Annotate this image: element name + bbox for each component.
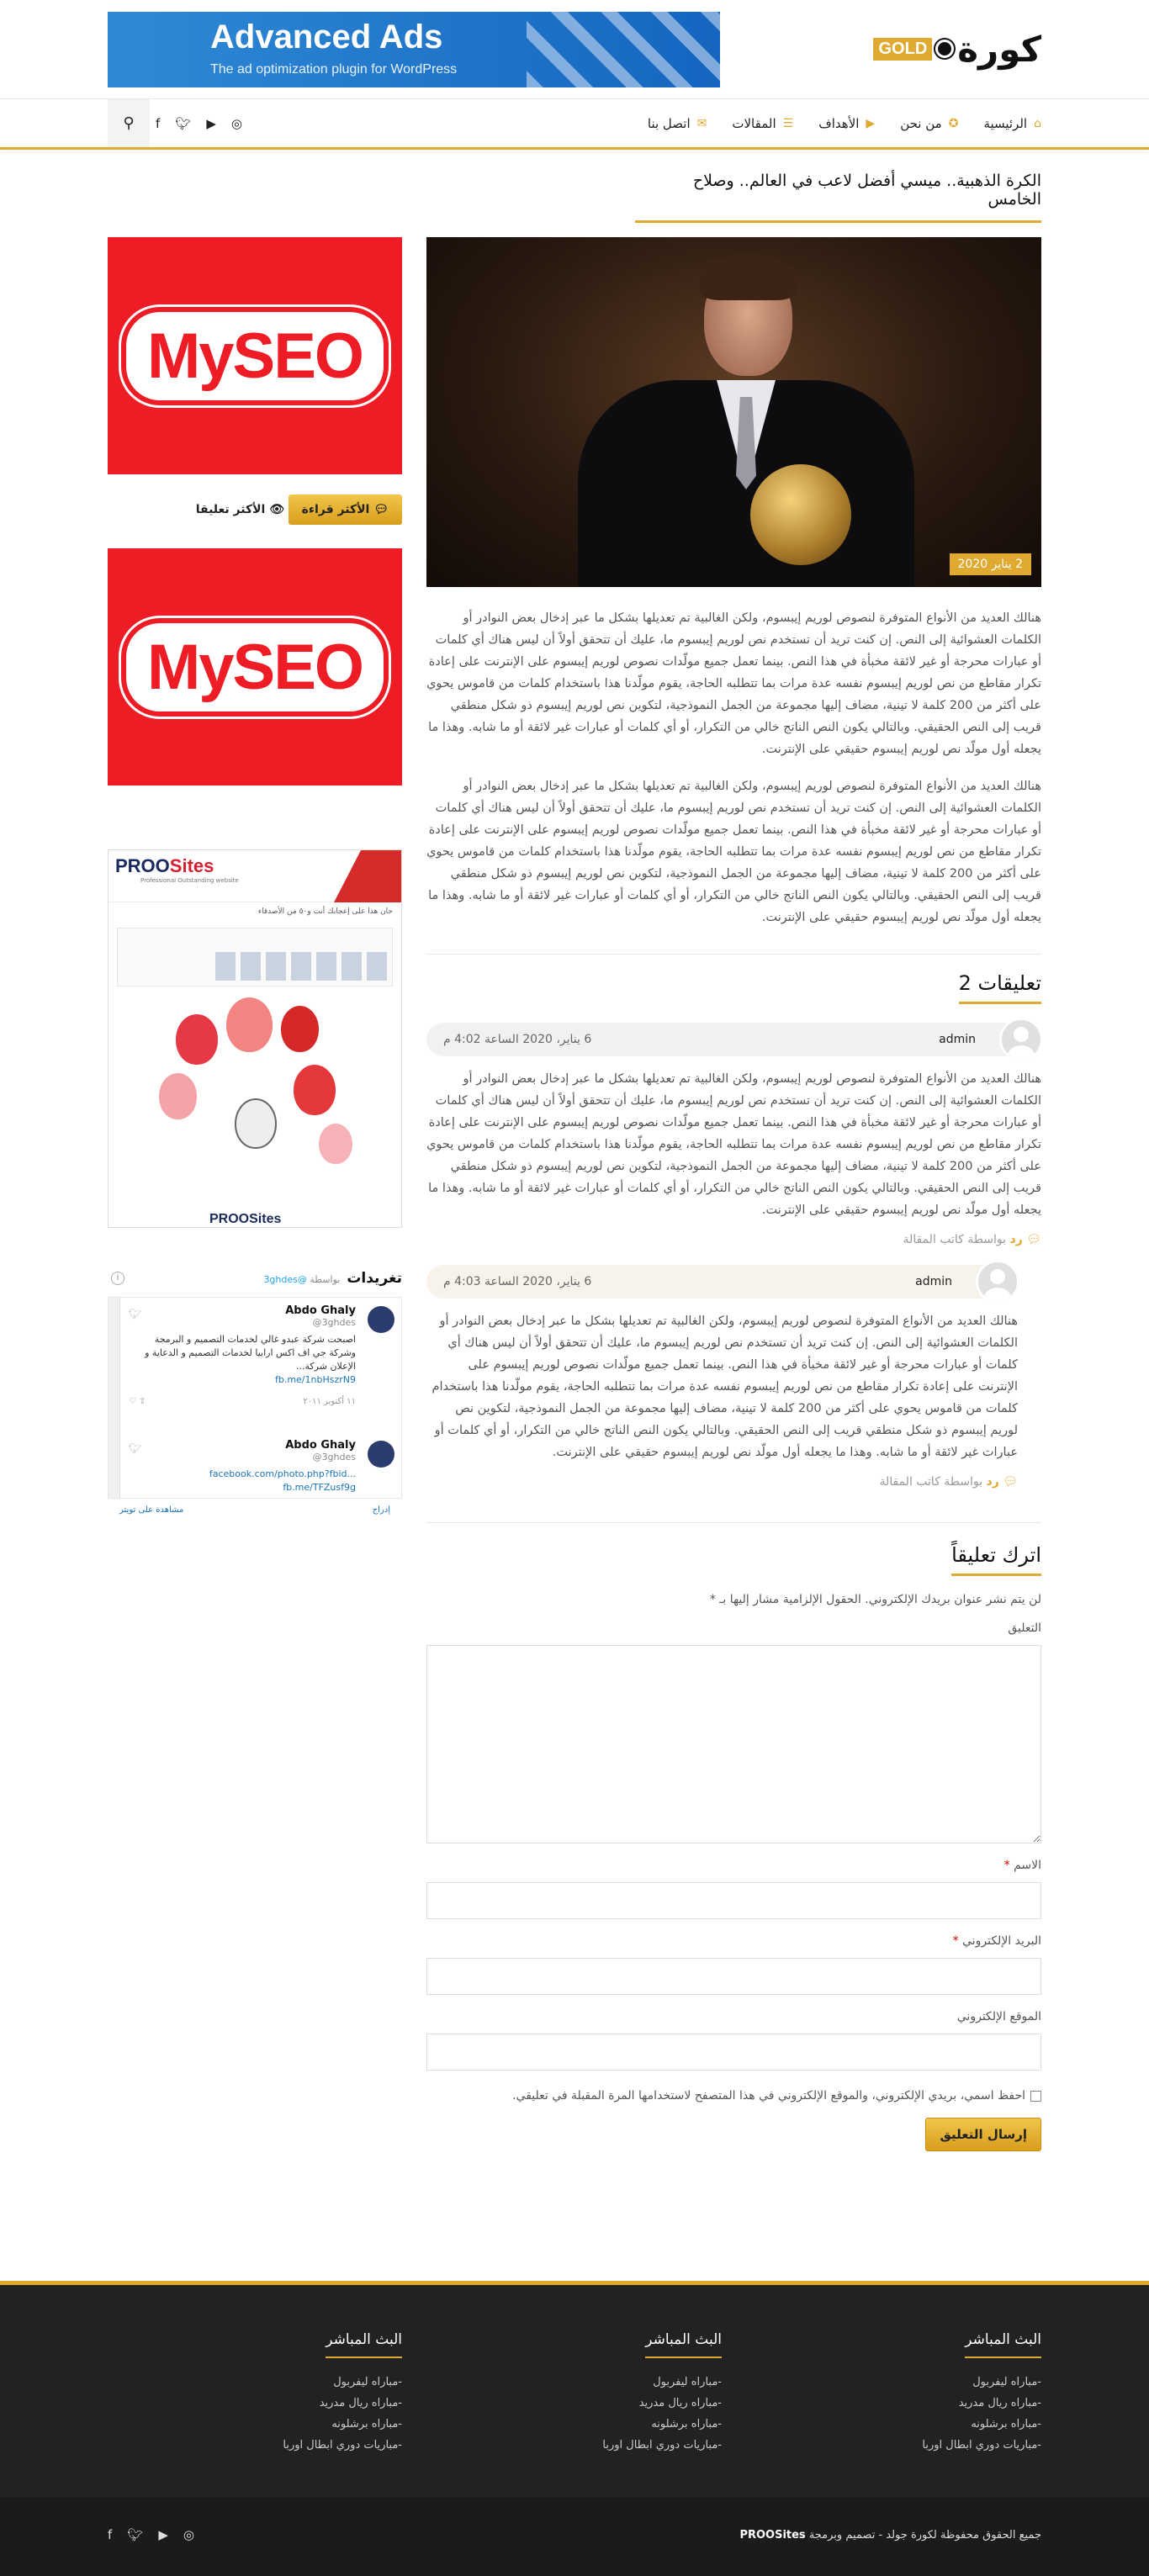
comments-title: تعليقات 2 [959, 971, 1041, 1004]
website-field[interactable] [426, 2034, 1041, 2071]
avatar [368, 1441, 394, 1468]
site-footer [0, 2281, 1149, 2497]
tweet [120, 1298, 401, 1406]
twitter-widget-footer [108, 1505, 402, 1515]
leave-comment-title: اترك تعليقاً [951, 1543, 1041, 1576]
footer-social-links [108, 2527, 194, 2542]
image-figure-hair [700, 254, 797, 300]
tweet-link[interactable]: fb.me/TFZusf9g [283, 1482, 356, 1493]
tab-label: الأكثر تعليقا [195, 503, 266, 516]
balloon [226, 997, 273, 1052]
share-icon[interactable]: ⇪ [139, 1397, 146, 1406]
footer-link[interactable]: -مباراه برشلونه [971, 2418, 1041, 2431]
twitter-icon[interactable]: 🐦︎ [127, 2527, 144, 2542]
footer-column [873, 2331, 1041, 2456]
football-icon [935, 40, 954, 58]
nav-social-links [156, 99, 242, 147]
tweet [120, 1432, 401, 1494]
tab-label: الأكثر قراءة [301, 503, 370, 516]
nav-item-label: المقالات [732, 115, 776, 131]
nav-item-label: من نحن [900, 115, 942, 131]
proosites-ad[interactable] [108, 849, 402, 1228]
facebook-icon[interactable]: f [156, 115, 161, 131]
friend-avatar [291, 952, 311, 981]
list-icon: ☰ [782, 116, 794, 130]
brand-part: PROO [115, 855, 170, 876]
youtube-icon[interactable]: ▶ [206, 115, 216, 131]
avatar [976, 1260, 1019, 1304]
comment-author[interactable]: admin [939, 1033, 976, 1046]
page-title: الكرة الذهبية.. ميسي أفضل لاعب في العالم.. وصلاح الخامس [635, 172, 1041, 223]
article-paragraph: هنالك العديد من الأنواع المتوفرة لنصوص لوريم إيبسوم، ولكن الغالبية تم تعديلها بشكل ما عبر إدخال بعض النوادر أو الكلمات العشوائية إلى النص. إن كنت تريد أن تستخدم نص لوريم إيبسوم ما، عليك أن تتحقق أولاً أن ليس هناك أي كلمات أو عبارات محرجة أو غير لائقة مخبأة في هذا النص. بينما تعمل جميع مولّدات نصوص لوريم إيبسوم على الإنترنت على إعادة تكرار مقاطع من نص لوريم إيبسوم نفسه عدة مرات بما تتطلبه الحاجة، يقوم مولّدنا هذا باستخدام كلمات من قاموس يحوي على أكثر من 200 كلمة لا تينية، مضاف إليها مجموعة من الجمل النموذجية، لتكوين نص لوريم إيبسوم ذو شكل منطقي قريب إلى النص الحقيقي. وبالتالي يكون النص الناتج خالي من التكرار، أو أي كلمات أو عبارات غير لائقة أو ما شابه. وهذا ما يجعله أول مولّد نص لوريم إيبسوم حقيقي على الإنترنت. [426, 780, 1041, 924]
proosites-like-line: حان هذا على إعجابك أنت و٥٠ من الأصدقاء [257, 907, 393, 916]
article-featured-image [426, 237, 1041, 587]
post-date-badge: 2 يناير 2020 [950, 553, 1031, 575]
twitter-by-prefix: بواسطة [310, 1274, 341, 1285]
tweet-actions [129, 1397, 146, 1406]
remember-me-label: احفظ اسمي، بريدي الإلكتروني، والموقع الإلكتروني في هذا المتصفح لاستخدامها المرة المقبلة في تعليقي. [512, 2089, 1025, 2103]
balloon [176, 1014, 218, 1065]
friend-avatar [342, 952, 362, 981]
submit-comment-button[interactable]: إرسال التعليق [925, 2118, 1041, 2151]
tweet-author[interactable]: Abdo Ghaly [285, 1439, 356, 1452]
balloon [159, 1073, 197, 1119]
play-icon: ▶ [866, 116, 876, 130]
footer-column-title: البث المباشر [326, 2331, 402, 2358]
proosites-header [109, 850, 401, 902]
footer-link[interactable]: -مباريات دوري ابطال اوربا [283, 2439, 402, 2452]
article-paragraph: هنالك العديد من الأنواع المتوفرة لنصوص لوريم إيبسوم، ولكن الغالبية تم تعديلها بشكل ما عبر إدخال بعض النوادر أو الكلمات العشوائية إلى النص. إن كنت تريد أن تستخدم نص لوريم إيبسوم ما، عليك أن تتحقق أولاً أن ليس هناك أي كلمات أو عبارات محرجة أو غير لائقة مخبأة في هذا النص. بينما تعمل جميع مولّدات نصوص لوريم إيبسوم على الإنترنت على إعادة تكرار مقاطع من نص لوريم إيبسوم نفسه عدة مرات بما تتطلبه الحاجة، يقوم مولّدنا هذا باستخدام كلمات من قاموس يحوي على أكثر من 200 كلمة لا تينية، مضاف إليها مجموعة من الجمل النموذجية، لتكوين نص لوريم إيبسوم ذو شكل منطقي قريب إلى النص الحقيقي. وبالتالي يكون النص الناتج خالي من التكرار، أو أي كلمات أو عبارات غير لائقة أو ما شابه. وهذا ما يجعله أول مولّد نص لوريم إيبسوم حقيقي على الإنترنت. [426, 611, 1041, 756]
footer-link[interactable]: -مباراه ريال مدريد [638, 2397, 722, 2409]
comment-date[interactable]: 6 يناير، 2020 الساعة 4:03 م [443, 1275, 592, 1288]
tweet-text [129, 1333, 356, 1387]
logo-arabic-text: كورة [957, 28, 1041, 70]
myseo-logo-text: MySEO [146, 631, 363, 703]
comment-date[interactable]: 6 يناير، 2020 الساعة 4:02 م [443, 1033, 592, 1046]
tweet-link[interactable]: fb.me/1nbHszrN9 [274, 1374, 356, 1385]
comment-reply-row [426, 1233, 1041, 1246]
youtube-icon[interactable]: ▶ [158, 2527, 168, 2542]
avatar [999, 1018, 1043, 1061]
tweet-text [129, 1468, 356, 1494]
comment-icon: 💬︎ [369, 503, 389, 516]
required-mark: * [1003, 1859, 1010, 1872]
footer-link[interactable]: -مباراه برشلونه [651, 2418, 722, 2431]
tab-most-commented[interactable] [196, 503, 284, 516]
friend-avatar [215, 952, 236, 981]
twitter-title-group [263, 1270, 402, 1287]
footer-link[interactable]: -مباراه برشلونه [331, 2418, 402, 2431]
proosites-footer-brand: PROOSites [209, 1212, 282, 1226]
tweet-meta [129, 1397, 356, 1406]
comment-author[interactable]: admin [915, 1275, 952, 1288]
copyright-bar [0, 2497, 1149, 2576]
name-field[interactable] [426, 1882, 1041, 1919]
tweet-link[interactable]: facebook.com/photo.php?fbid... [209, 1468, 356, 1479]
sidebar-tabs [108, 495, 402, 528]
tweet-text-body: اصبحت شركة عبدو غالي لخدمات التصميم و البرمجة وشركة جي اف اكس ارابيا لخدمات التصميم و الدعاية و الإعلان شركة... [145, 1334, 356, 1372]
comment-header [426, 1265, 1018, 1299]
footer-column-title: البث المباشر [645, 2331, 722, 2358]
instagram-icon[interactable]: ◎ [230, 115, 242, 131]
nav-item-about[interactable] [900, 116, 958, 131]
name-label-text: الاسم [1014, 1859, 1041, 1872]
site-header [0, 0, 1149, 99]
comment-by-author: بواسطة كاتب المقالة [903, 1233, 1007, 1246]
twitter-timeline[interactable] [108, 1297, 402, 1499]
divider [426, 954, 1041, 955]
banner-title: Advanced Ads [210, 19, 443, 56]
myseo-ad[interactable] [108, 237, 402, 474]
comment-text: هنالك العديد من الأنواع المتوفرة لنصوص لوريم إيبسوم، ولكن الغالبية تم تعديلها بشكل ما عبر إدخال بعض النوادر أو الكلمات العشوائية إلى النص. إن كنت تريد أن تستخدم نص لوريم إيبسوم ما، عليك أن تتحقق أولاً أن ليس هناك أي كلمات أو عبارات محرجة أو غير لائقة مخبأة في هذا النص. بينما تعمل جميع مولّدات نصوص لوريم إيبسوم على الإنترنت على إعادة تكرار مقاطع من نص لوريم إيبسوم نفسه عدة مرات بما تتطلبه الحاجة، يقوم مولّدنا هذا باستخدام كلمات من قاموس يحوي على أكثر من 200 كلمة لا تينية، مضاف إليها مجموعة من الجمل النموذجية، لتكوين نص لوريم إيبسوم ذو شكل منطقي قريب إلى النص الحقيقي. وبالتالي يكون النص الناتج خالي من التكرار، أو أي كلمات أو عبارات غير لائقة أو ما شابه. وهذا ما يجعله أول مولّد نص لوريم إيبسوم حقيقي على الإنترنت. [432, 1314, 1018, 1459]
myseo-badge [126, 312, 384, 400]
email-field[interactable] [426, 1958, 1041, 1995]
name-label [426, 1859, 1041, 1872]
footer-links [873, 2372, 1041, 2456]
friend-avatar [367, 952, 387, 981]
twitter-title: تغريدات [347, 1270, 402, 1287]
tab-most-read[interactable] [289, 495, 402, 525]
remember-me-row [426, 2089, 1041, 2103]
reply-icon: 💬︎ [1003, 1475, 1018, 1489]
myseo-logo-text: MySEO [146, 320, 363, 392]
friend-avatar [241, 952, 261, 981]
email-label-text: البريد الإلكتروني [962, 1934, 1041, 1948]
banner-subtitle: The ad optimization plugin for WordPress [210, 62, 458, 77]
footer-link[interactable]: -مباراه ريال مدريد [319, 2397, 402, 2409]
search-icon: ⚲ [123, 114, 135, 132]
required-mark: * [952, 1934, 959, 1948]
nav-item-label: الأهداف [818, 115, 860, 131]
banner-pattern [527, 12, 720, 87]
proosites-brand [115, 855, 214, 877]
twitter-icon[interactable]: 🐦︎ [175, 115, 192, 131]
divider [426, 1522, 1041, 1523]
website-label: الموقع الإلكتروني [956, 2010, 1041, 2023]
myseo-badge [126, 623, 384, 711]
mail-icon: ✉ [696, 116, 707, 130]
comment-text: هنالك العديد من الأنواع المتوفرة لنصوص لوريم إيبسوم، ولكن الغالبية تم تعديلها بشكل ما عبر إدخال بعض النوادر أو الكلمات العشوائية إلى النص. إن كنت تريد أن تستخدم نص لوريم إيبسوم ما، عليك أن تتحقق أولاً أن ليس هناك أي كلمات أو عبارات محرجة أو غير لائقة مخبأة في هذا النص. بينما تعمل جميع مولّدات نصوص لوريم إيبسوم على الإنترنت على إعادة تكرار مقاطع من نص لوريم إيبسوم نفسه عدة مرات بما تتطلبه الحاجة، يقوم مولّدنا هذا باستخدام كلمات من قاموس يحوي على أكثر من 200 كلمة لا تينية، مضاف إليها مجموعة من الجمل النموذجية، لتكوين نص لوريم إيبسوم ذو شكل منطقي قريب إلى النص الحقيقي. وبالتالي يكون النص الناتج خالي من التكرار، أو أي كلمات أو عبارات غير لائقة أو ما شابه. وهذا ما يجعله أول مولّد نص لوريم إيبسوم حقيقي على الإنترنت. [426, 1072, 1041, 1217]
twitter-widget-header [108, 1268, 402, 1288]
heart-icon[interactable]: ♡ [129, 1397, 136, 1406]
twitter-bird-icon: 🐦︎ [129, 1442, 142, 1454]
remember-me-checkbox[interactable] [1030, 2091, 1041, 2102]
myseo-ad[interactable] [108, 548, 402, 785]
embed-link[interactable]: إدراج [372, 1505, 390, 1515]
star-icon: ✪ [948, 116, 959, 130]
reply-link[interactable]: رد [1009, 1233, 1023, 1246]
balloon [319, 1124, 352, 1164]
friend-avatar [316, 952, 336, 981]
avatar [368, 1306, 394, 1333]
footer-link[interactable]: -مباراه ليفربول [653, 2376, 722, 2388]
footer-links [553, 2372, 722, 2456]
proosites-red-corner [334, 850, 401, 902]
tweet-handle: @3ghdes [312, 1317, 356, 1328]
balloons-illustration [159, 997, 369, 1191]
footer-link[interactable]: -مباراه ليفربول [333, 2376, 402, 2388]
nav-item-label: اتصل بنا [647, 115, 691, 131]
copyright-brand-link[interactable]: PROOSites [739, 2529, 806, 2542]
footer-link[interactable]: -مباراه ريال مدريد [958, 2397, 1041, 2409]
eye-icon: 👁︎ [265, 503, 284, 516]
advanced-ads-banner[interactable] [108, 12, 720, 87]
facebook-icon[interactable]: f [108, 2527, 113, 2542]
search-button[interactable] [108, 99, 150, 147]
form-note: لن يتم نشر عنوان بريدك الإلكتروني. الحقول الإلزامية مشار إليها بـ * [709, 1593, 1041, 1606]
twitter-by [263, 1274, 340, 1285]
sheep [235, 1098, 277, 1149]
balloon [281, 1006, 319, 1052]
reply-link[interactable]: رد [986, 1475, 999, 1489]
proosites-tagline: Professional Outstanding website [140, 877, 239, 884]
scrollbar[interactable] [109, 1298, 120, 1499]
site-logo[interactable] [873, 25, 1041, 72]
nav-menu [648, 99, 1041, 147]
footer-link[interactable]: -مباريات دوري ابطال اوربا [602, 2439, 722, 2452]
nav-item-goals[interactable] [818, 116, 875, 131]
tweet-handle: @3ghdes [312, 1452, 356, 1463]
nav-item-label: الرئيسية [983, 115, 1028, 131]
comment-reply-row [426, 1475, 1018, 1489]
nav-item-articles[interactable] [732, 116, 793, 131]
nav-item-contact[interactable] [648, 116, 707, 131]
footer-column [234, 2331, 402, 2456]
footer-link[interactable]: -مباريات دوري ابطال اوربا [922, 2439, 1041, 2452]
footer-column-title: البث المباشر [965, 2331, 1041, 2358]
footer-links [234, 2372, 402, 2456]
twitter-widget [108, 1268, 402, 1515]
email-label [426, 1934, 1041, 1948]
twitter-handle-link[interactable]: @3ghdes [263, 1274, 307, 1285]
comment-header [426, 1023, 1041, 1056]
proosites-friends [117, 928, 393, 986]
copyright-text [739, 2529, 1041, 2542]
main-navigation [0, 99, 1149, 150]
info-icon[interactable]: i [111, 1272, 124, 1285]
footer-link[interactable]: -مباراه ليفربول [972, 2376, 1041, 2388]
footer-column [553, 2331, 722, 2456]
reply-icon: 💬︎ [1026, 1233, 1041, 1246]
balloon [294, 1065, 336, 1115]
logo-gold-text: GOLD [873, 38, 932, 61]
comment-label: التعليق [1008, 1621, 1041, 1635]
sidebar [108, 237, 402, 1515]
article-main [426, 237, 1041, 2151]
copyright-body: جميع الحقوق محفوظة لكورة جولد - تصميم وبرمجة [808, 2529, 1041, 2542]
tweet-date[interactable]: ١١ أكتوبر ٢٠١١ [303, 1397, 356, 1406]
twitter-bird-icon: 🐦︎ [129, 1308, 142, 1320]
image-trophy [750, 464, 851, 565]
tweet-author[interactable]: Abdo Ghaly [285, 1304, 356, 1317]
friend-avatar [266, 952, 286, 981]
comment-by-author: بواسطة كاتب المقالة [879, 1475, 983, 1489]
nav-item-home[interactable] [983, 116, 1041, 131]
comment-textarea[interactable] [426, 1645, 1041, 1843]
view-on-twitter-link[interactable]: مشاهدة على تويتر [119, 1505, 184, 1515]
home-icon: ⌂ [1034, 116, 1041, 130]
instagram-icon[interactable]: ◎ [183, 2527, 194, 2542]
brand-part: Sites [169, 855, 214, 876]
